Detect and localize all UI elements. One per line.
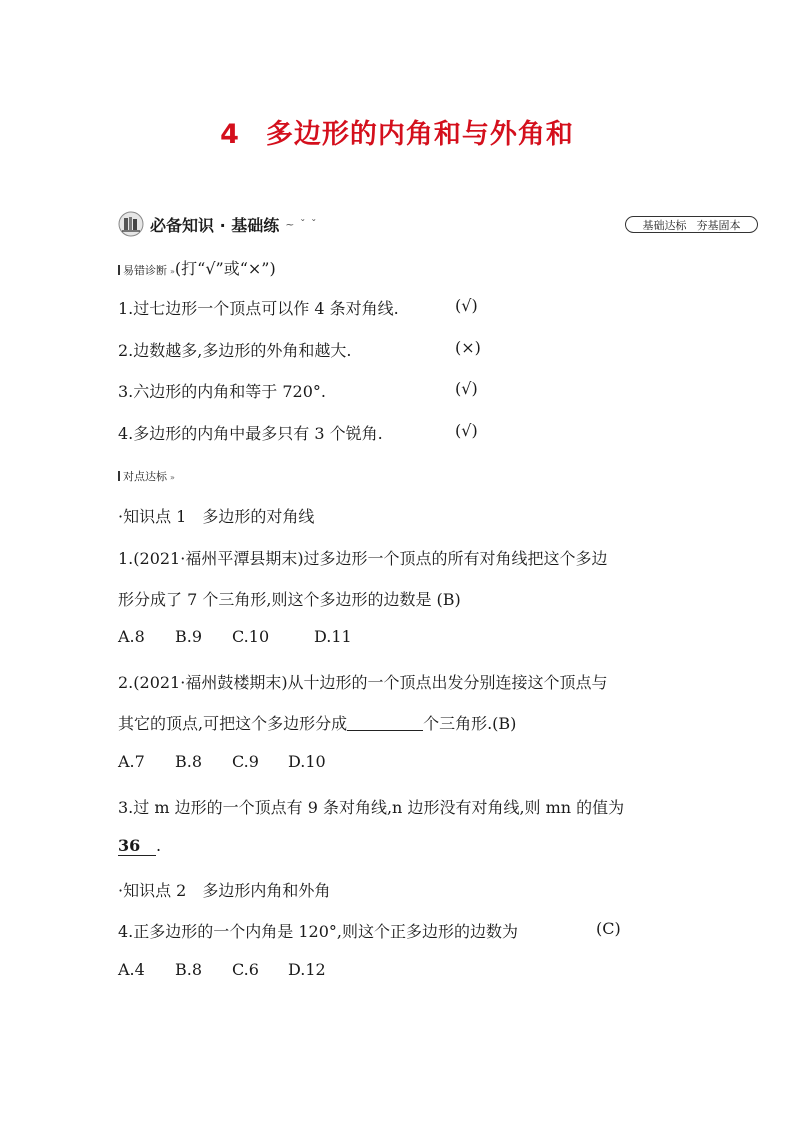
question-4-answer: (C) — [596, 919, 621, 938]
diagnosis-item: 2.边数越多,多边形的外角和越大. — [118, 341, 352, 360]
section-label: 必备知识 · 基础练 — [150, 215, 280, 235]
option: B.8 — [175, 752, 203, 771]
title-text: 多边形的内角和与外角和 — [265, 119, 574, 150]
option: B.8 — [175, 960, 203, 979]
question-1-line-2: 形分成了 7 个三角形,则这个多边形的边数是 (B) — [118, 590, 461, 609]
diagnosis-item: 1.过七边形一个顶点可以作 4 条对角线. — [118, 299, 399, 318]
knowledge-point-1: ·知识点 1 多边形的对角线 — [118, 507, 315, 526]
option: B.9 — [175, 627, 203, 646]
knowledge-point-2: ·知识点 2 多边形内角和外角 — [118, 881, 331, 900]
book-icon — [118, 211, 146, 237]
question-2-line-1: 2.(2021·福州鼓楼期末)从十边形的一个顶点出发分别连接这个顶点与 — [118, 673, 608, 692]
level-tag — [625, 216, 758, 233]
option: A.4 — [118, 960, 145, 979]
question-3-line-2: 36 . — [118, 836, 162, 855]
question-4-line-1: 4.正多边形的一个内角是 120°,则这个正多边形的边数为 — [118, 922, 518, 941]
question-1-line-1: 1.(2021·福州平潭县期末)过多边形一个顶点的所有对角线把这个多边 — [118, 549, 608, 568]
diagnosis-mark: (√) — [455, 379, 478, 398]
diagnosis-mark: (√) — [455, 421, 478, 440]
diagnosis-header — [118, 256, 276, 279]
option: D.10 — [288, 752, 326, 771]
page-title — [0, 112, 794, 151]
diagnosis-instruction: (打“√”或“×”) — [174, 259, 276, 278]
section-banner — [118, 210, 317, 238]
tag-left: 基础达标 — [642, 218, 687, 232]
diagnosis-mark: (√) — [455, 296, 478, 315]
question-3-line-1: 3.过 m 边形的一个顶点有 9 条对角线,n 边形没有对角线,则 mn 的值为 — [118, 798, 625, 817]
answer-text: 36 — [118, 836, 141, 855]
diagnosis-head: 易错诊断 » — [118, 264, 175, 277]
diagnosis-item: 4.多边形的内角中最多只有 3 个锐角. — [118, 424, 383, 443]
practice-head: 对点达标 » — [118, 468, 175, 484]
tag-right: 夯基固本 — [696, 218, 741, 232]
option: C.6 — [232, 960, 259, 979]
wave-decoration: ~ ˇ ˇ — [285, 217, 318, 231]
option: D.11 — [314, 627, 352, 646]
option: D.12 — [288, 960, 326, 979]
diagnosis-mark: (×) — [455, 338, 481, 357]
question-2-line-2: 其它的顶点,可把这个多边形分成 个三角形.(B) — [118, 714, 517, 733]
option: A.8 — [118, 627, 145, 646]
diagnosis-item: 3.六边形的内角和等于 720°. — [118, 382, 326, 401]
answer-blank — [118, 836, 156, 856]
answer-blank — [347, 716, 423, 731]
option: C.9 — [232, 752, 259, 771]
title-number: 4 — [220, 119, 240, 150]
option: A.7 — [118, 752, 145, 771]
option: C.10 — [232, 627, 270, 646]
